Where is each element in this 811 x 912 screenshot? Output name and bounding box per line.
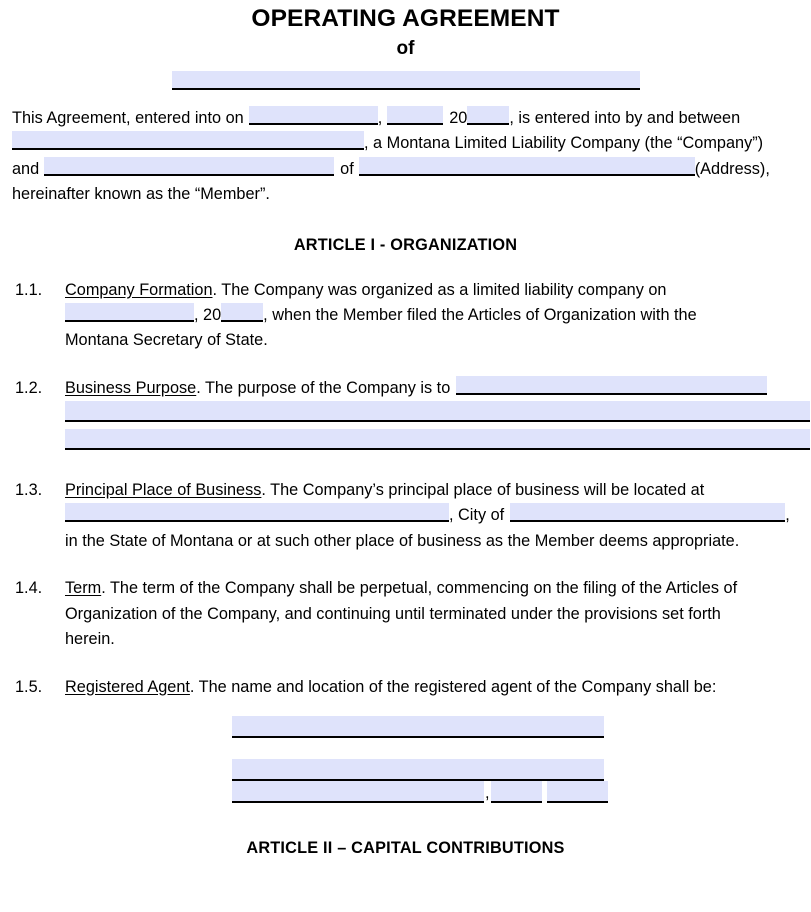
registered-agent-fields — [12, 716, 799, 803]
clause-1-1-line-1 — [65, 278, 799, 303]
agent-row-indent-2 — [65, 759, 232, 781]
clause-1-1-text-2b: , when the Member filed the Articles of Organization with the — [263, 306, 697, 325]
clause-1-2-line-1 — [65, 376, 799, 401]
intro-line-1 — [12, 106, 799, 131]
business-purpose-field-3[interactable] — [65, 429, 810, 450]
registered-agent-city-state-row — [65, 781, 799, 803]
formation-date-field[interactable] — [65, 303, 194, 322]
member-name-field[interactable] — [44, 157, 334, 176]
clause-1-1-text-2a: , 20 — [194, 306, 222, 325]
registered-agent-city-field[interactable] — [232, 781, 484, 803]
clause-1-3-text-1: . The Company’s principal place of business will be located at — [261, 481, 705, 500]
article-two-heading: ARTICLE II – CAPITAL CONTRIBUTIONS — [246, 838, 565, 857]
agent-row-indent-1 — [65, 716, 232, 738]
company-name-field[interactable] — [172, 71, 640, 90]
clause-1-4-text-1: . The term of the Company shall be perpetual, commencing on the filing of the Articles of — [101, 579, 738, 598]
intro-text-3a: and — [12, 159, 40, 178]
intro-text-1b: , — [377, 109, 383, 127]
registered-agent-name-field[interactable] — [232, 716, 604, 738]
clause-1-4-line-1 — [65, 576, 799, 601]
article-one-heading: ARTICLE I - ORGANIZATION — [293, 235, 518, 254]
clause-1-3 — [12, 478, 799, 554]
document-subtitle: of — [396, 38, 415, 59]
registered-agent-street-field[interactable] — [232, 759, 604, 781]
intro-text-1d: , is entered into by and between — [509, 109, 741, 127]
clause-1-2-text-1: . The purpose of the Company is to — [196, 378, 451, 397]
clause-1-3-number: 1.3. — [15, 481, 43, 500]
clause-1-5-term: Registered Agent — [65, 677, 190, 696]
clause-1-1-line-2 — [65, 303, 799, 328]
clause-1-1 — [12, 278, 799, 354]
clause-1-4 — [12, 576, 799, 652]
clause-1-2-line-3 — [65, 429, 799, 456]
formation-year-field[interactable] — [221, 303, 263, 322]
registered-agent-street-row — [65, 759, 799, 781]
registered-agent-name-row — [65, 716, 799, 738]
registered-agent-zip-field[interactable] — [547, 781, 608, 803]
clause-1-2-term: Business Purpose — [65, 378, 197, 397]
intro-text-3c: (Address), — [694, 159, 770, 178]
intro-text-1a: This Agreement, entered into on — [12, 109, 244, 127]
intro-paragraph — [12, 106, 799, 208]
clause-1-5-text-1: . The name and location of the registered agent of the Company shall be: — [189, 677, 717, 696]
agreement-year-field[interactable] — [467, 106, 509, 125]
business-purpose-field-2[interactable] — [65, 401, 810, 422]
clause-1-2 — [12, 376, 799, 456]
clause-1-5-line-1 — [65, 675, 799, 700]
business-purpose-field-1[interactable] — [456, 376, 767, 395]
intro-text-2a: , a Montana Limited Liability Company (the “Company”) — [364, 134, 764, 153]
clause-1-1-number: 1.1. — [15, 280, 43, 299]
clause-1-5 — [12, 675, 799, 700]
intro-text-3b: of — [340, 159, 354, 178]
clause-1-4-term: Term — [65, 579, 102, 598]
clause-1-1-term: Company Formation — [65, 280, 213, 299]
clause-1-3-line-1 — [65, 478, 799, 503]
clause-1-3-text-2a: , City of — [449, 506, 505, 525]
clause-1-2-number: 1.2. — [15, 378, 43, 397]
clause-1-5-number: 1.5. — [15, 677, 43, 696]
principal-city-field[interactable] — [510, 503, 785, 522]
clause-1-4-line-2: Organization of the Company, and continuing until terminated under the provisions set forth — [65, 604, 721, 623]
registered-agent-state-field[interactable] — [491, 781, 542, 803]
clause-1-4-line-3: herein. — [65, 630, 115, 649]
clause-1-3-term: Principal Place of Business — [65, 481, 262, 500]
clause-1-1-line-3: Montana Secretary of State. — [65, 331, 268, 350]
company-legal-name-field[interactable] — [12, 131, 364, 150]
intro-line-4: hereinafter known as the “Member”. — [12, 185, 270, 204]
agent-row-indent-3 — [65, 781, 232, 803]
clause-1-3-line-3: in the State of Montana or at such other place of business as the Member deems appropriate. — [65, 531, 740, 550]
clause-1-2-line-2 — [65, 401, 799, 428]
principal-address-field[interactable] — [65, 503, 449, 522]
intro-text-1c: 20 — [449, 109, 468, 127]
intro-line-3 — [12, 157, 799, 182]
intro-line-2 — [12, 131, 799, 156]
clause-1-4-number: 1.4. — [15, 579, 43, 598]
company-name-field-row — [12, 71, 799, 88]
agreement-date-field[interactable] — [249, 106, 378, 125]
member-address-field[interactable] — [359, 157, 695, 176]
registered-agent-comma: , — [485, 783, 490, 802]
clause-1-3-line-2 — [65, 503, 799, 528]
clause-1-1-text-1: . The Company was organized as a limited liability company on — [212, 280, 667, 299]
clause-1-3-text-2b: , — [785, 506, 790, 525]
agreement-day-field[interactable] — [387, 106, 443, 125]
document-title: OPERATING AGREEMENT — [251, 5, 560, 32]
